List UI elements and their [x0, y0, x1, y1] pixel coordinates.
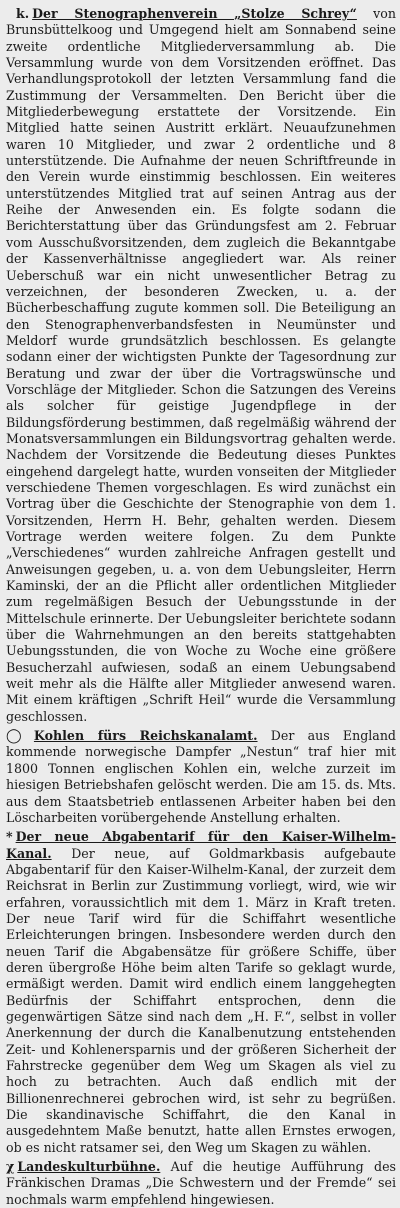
asterisk-icon: *: [6, 829, 13, 845]
article-kohlen: [6, 728, 396, 826]
article-marker: χ: [6, 1159, 15, 1175]
article-body: Auf die heutige Aufführung des Fränkischen Dramas „Die Schwestern und der Fremde“ sei nochmals warm empfehlend hingewiesen.: [6, 1159, 396, 1207]
article-body: Der neue, auf Goldmarkbasis aufgebaute Abgabentarif für den Kaiser-Wilhelm-Kanal, der zurzeit dem Reichsrat in Berlin zur Zustimmung vorliegt, wird, wie wir erfahren, voraussichtlich mit dem 1. März in Kraft treten. Der neue Tarif wird für die Schiffahrt wesentliche Erleichterungen bringen. Insbesondere werden durch den neuen Tarif die Abgabensätze für größere Schiffe, über deren übergroße Höhe beim alten Tarife so geklagt wurde, ermäßigt werden. Damit wird endlich einem langgehegten Bedürfnis der Schiffahrt entsprochen, denn die gegenwärtigen Sätze sind nach dem „H. F.“, selbst in voller Anerkennung der durch die Kanalbenutzung entstehenden Zeit- und Kohlenersparnis und der größeren Sicherheit der Fahrstrecke gegenüber dem Weg um Skagen als viel zu hoch zu betrachten. Auch daß endlich mit der Billionenrechnerei gebrochen wird, ist sehr zu begrüßen. Die skandinavische Schiffahrt, die den Kanal in ausgedehntem Maße benutzt, hatte allen Ernstes erwogen, ob es nicht ratsamer sei, den Weg um Skagen zu wählen.: [6, 845, 396, 1155]
article-stenographenverein: [6, 6, 396, 725]
article-marker: k.: [16, 6, 30, 21]
article-heading: Kohlen fürs Reichskanalamt.: [33, 728, 258, 744]
article-heading: Der Stenographenverein „Stolze Schrey“: [32, 6, 357, 21]
article-body: Der aus England kommende norwegische Dampfer „Nestun“ traf hier mit 1800 Tonnen englischen Kohlen ein, welche zurzeit im hiesigen Betriebshafen gelöscht werden. Die am 15. ds. Mts. aus dem Staatsbetrieb entlassenen Arbeiter haben bei den Löscharbeiten vorübergehende Anstellung erhalten.: [6, 728, 396, 825]
article-abgabentarif: [6, 829, 396, 1156]
article-heading: Landeskulturbühne.: [17, 1159, 161, 1175]
circle-icon: ◯: [6, 728, 31, 745]
article-heading: Der neue Abgabentarif für den Kaiser-Wilhelm-Kanal.: [6, 829, 396, 861]
article-body: von Brunsbüttelkoog und Umgegend hielt am Sonnabend seine zweite ordentliche Mitgliederversammlung ab. Die Versammlung wurde von dem Vorsitzenden eröffnet. Das Verhandlungsprotokoll der letzten Versammlung fand die Zustimmung der Versammelten. Den Bericht über die Mitgliederbewegung erstattete der Vorsitzende. Ein Mitglied hatte seinen Austritt erklärt. Neuaufzunehmen waren 10 Mitglieder, und zwar 2 ordentliche und 8 unterstützende. Die Aufnahme der neuen Schriftfreunde in den Verein wurde einstimmig beschlossen. Ein weiteres unterstützendes Mitglied trat auf seinen Antrag aus der Reihe der Anwesenden ein. Es folgte sodann die Berichterstattung über das Gründungsfest am 2. Februar vom Ausschußvorsitzenden, dem zugleich die Bekanntgabe der Kassenverhältnisse angegliedert war. Als reiner Ueberschuß war ein nicht unwesentlicher Betrag zu verzeichnen, der besonderen Zwecken, u. a. der Bücherbeschaffung zugute kommen soll. Die Beteiligung an den Stenographenverbandsfesten in Neumünster und Meldorf wurde grundsätzlich beschlossen. Es gelangte sodann einer der wichtigsten Punkte der Tagesordnung zur Beratung und zwar der über die Vortragswünsche und Vorschläge der Mitglieder. Schon die Satzungen des Vereins als solcher für geistige Jugendpflege in der Bildungsförderung bestimmen, daß regelmäßig während der Monatsversammlungen ein Bildungsvortrag gehalten werde. Nachdem der Vorsitzende die Bedeutung dieses Punktes eingehend dargelegt hatte, wurden vonseiten der Mitglieder verschiedene Themen vorgeschlagen. Es wird zunächst ein Vortrag über die Geschichte der Stenographie von dem 1. Vorsitzenden, Herrn H. Behr, gehalten werden. Diesem Vortrage werden weitere folgen. Zu dem Punkte „Verschiedenes“ wurden zahlreiche Anfragen gestellt und Anweisungen gegeben, u. a. von dem Uebungsleiter, Herrn Kaminski, der an die Pflicht aller ordentlichen Mitglieder zum regelmäßigen Besuch der Uebungsstunde in der Mittelschule erinnerte. Der Uebungsleiter berichtete sodann über die Wahrnehmungen an den bereits stattgehabten Uebungsstunden, die von Woche zu Woche eine größere Besucherzahl aufwiesen, sodaß an einem Uebungsabend weit mehr als die Hälfte aller Mitglieder anwesend waren. Mit einem kräftigen „Schrift Heil“ wurde die Versammlung geschlossen.: [6, 6, 396, 724]
article-landeskulturbuehne: [6, 1159, 396, 1208]
